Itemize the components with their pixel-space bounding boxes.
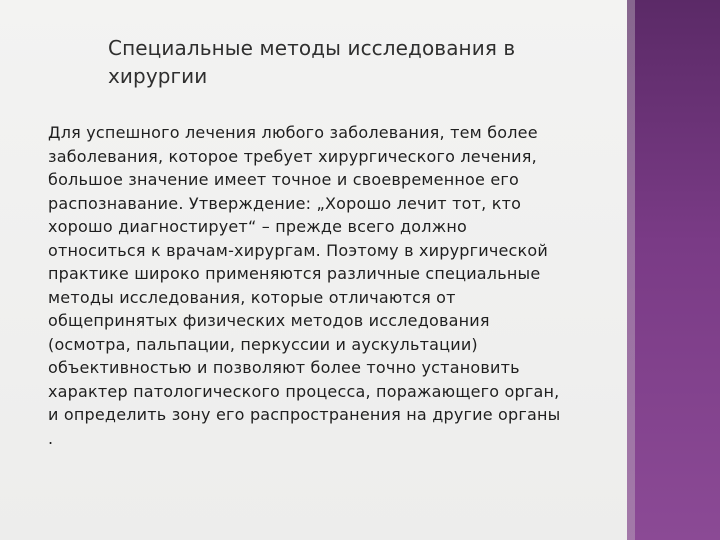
slide-body-text: Для успешного лечения любого заболевания, тем более заболевания, которое требует хирургического лечения, большое значение имеет точное и своевременное его распознавание. Утверждение: „Хорошо лечит тот, кто хорошо диагностирует“ – прежде всего должно относиться к врачам-хирургам. Поэтому в хирургической практике широко применяются различные специальные методы исследования, которые отличаются от общепринятых физических методов исследования (осмотра, пальпации, перкуссии и аускультации) объективностью и позволяют более точно установить характер патологического процесса, поражающего орган, и определить зону его распространения на другие органы .: [48, 123, 561, 448]
purple-side-band: [627, 0, 720, 540]
slide-title: Специальные методы исследования в хирургии: [108, 36, 516, 88]
